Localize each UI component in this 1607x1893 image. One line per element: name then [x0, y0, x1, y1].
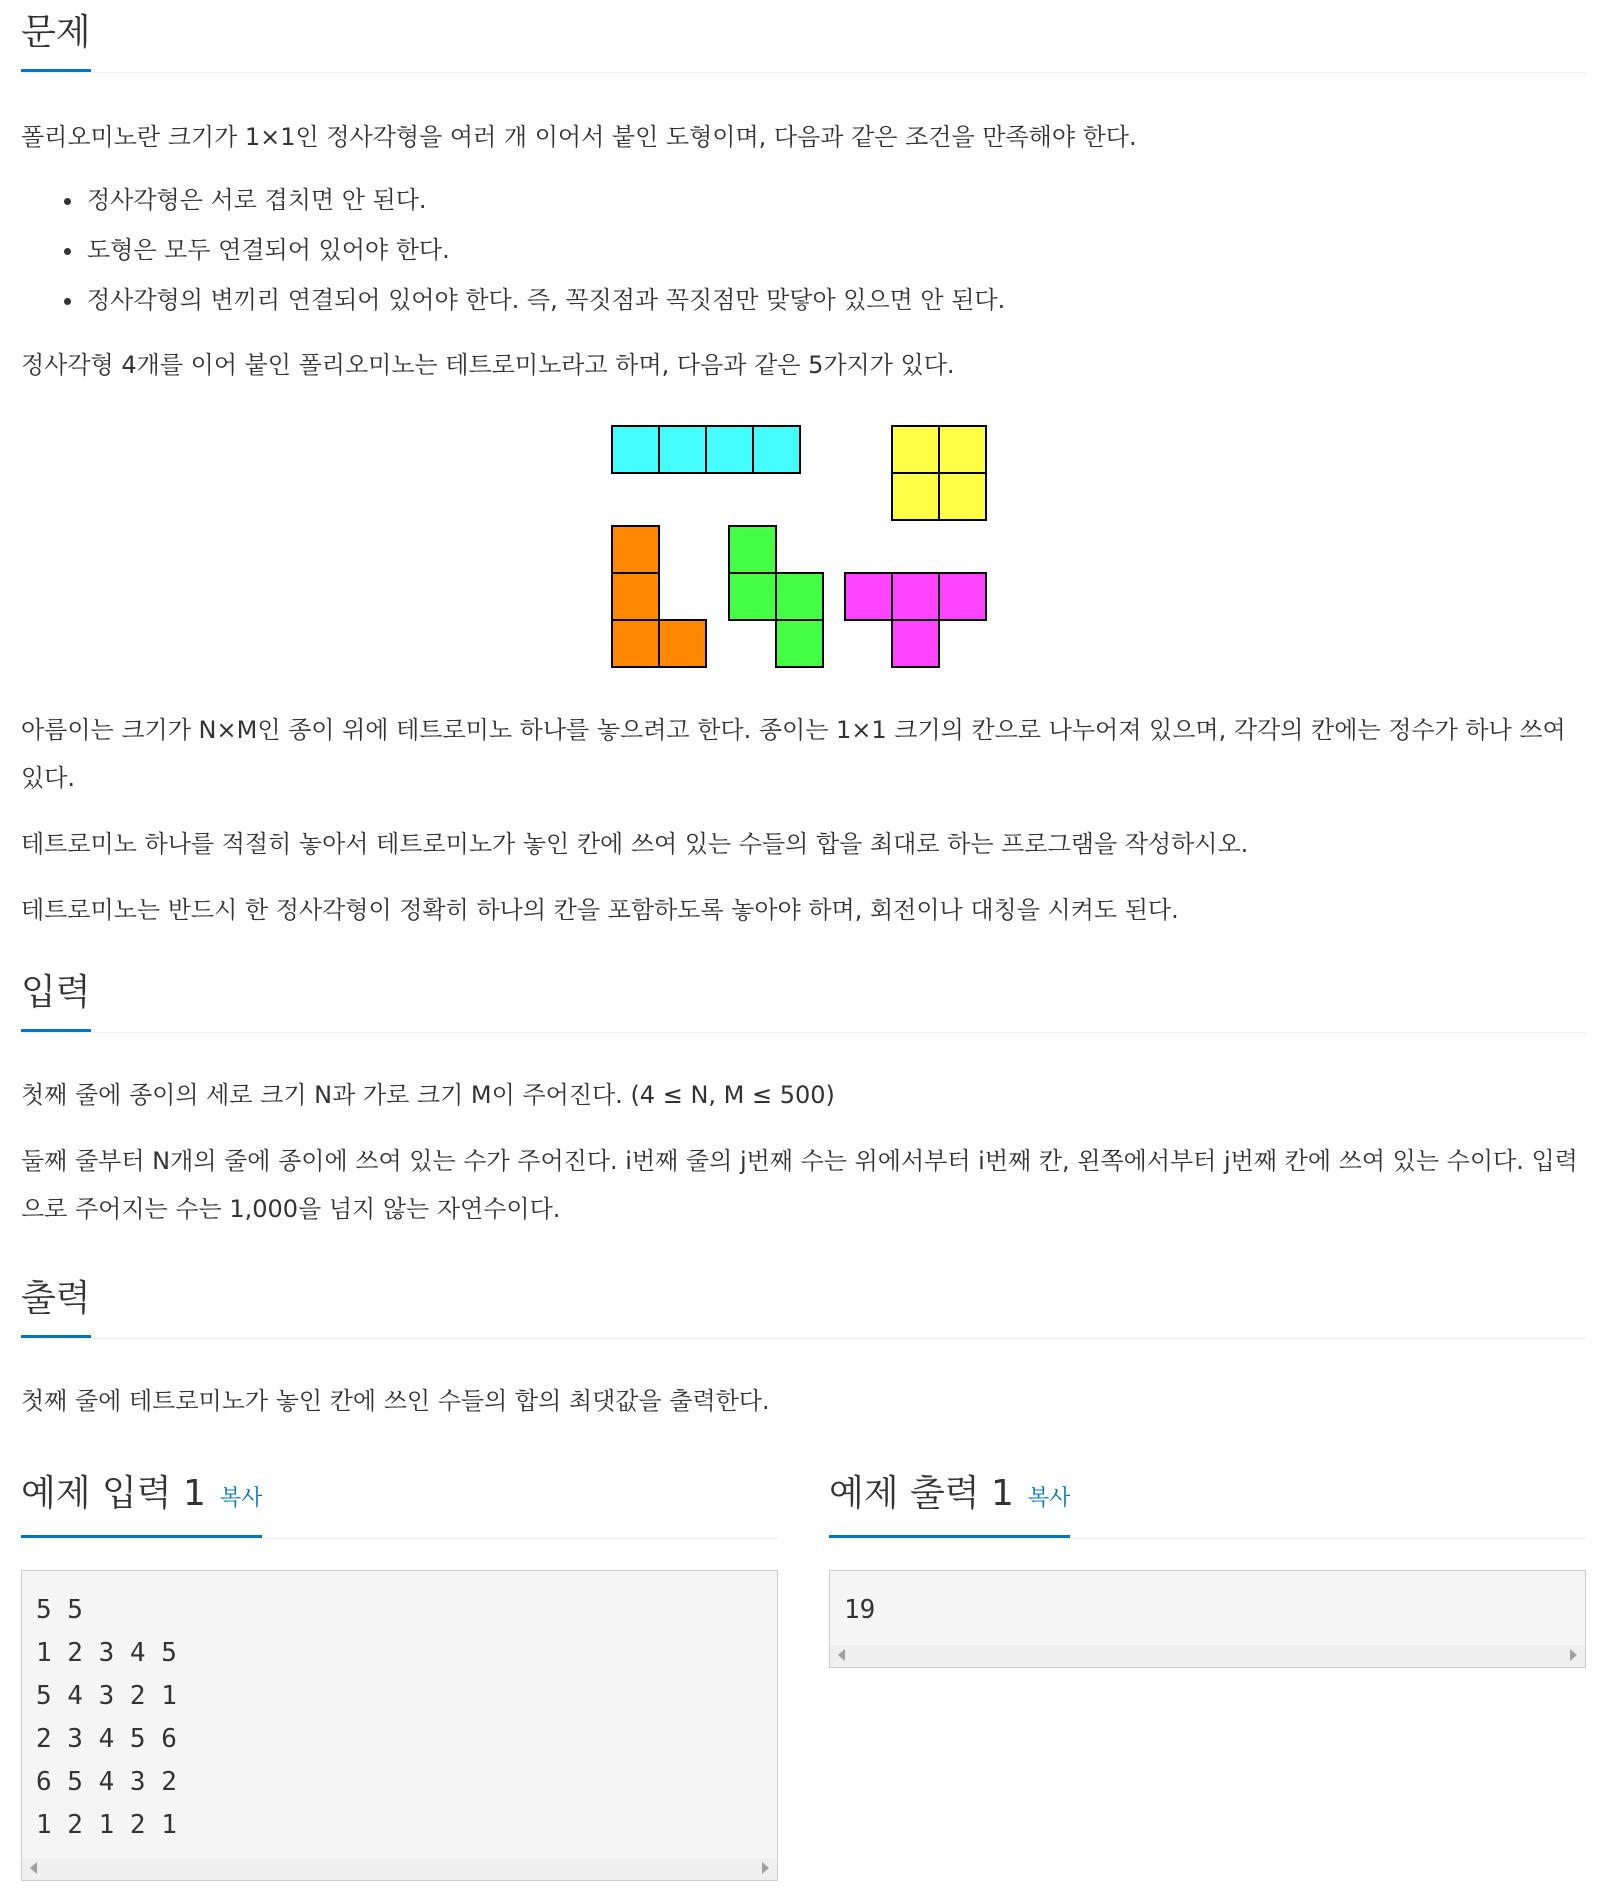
- tetromino-cell: [891, 572, 940, 621]
- sample-output-scrollbar[interactable]: [830, 1645, 1585, 1667]
- sample-output-heading-text: 예제 출력 1: [829, 1473, 1014, 1514]
- sample-output-heading: [829, 1470, 1070, 1538]
- sample-input-heading-text: 예제 입력 1: [21, 1473, 206, 1514]
- output-heading-text: 출력: [21, 1278, 91, 1319]
- sample-input-box: [21, 1570, 778, 1881]
- input-heading-text: 입력: [21, 972, 91, 1013]
- problem-heading: [21, 9, 91, 72]
- tetromino-cell: [728, 572, 777, 621]
- tetromino-cell: [705, 425, 754, 474]
- problem-description-section: [21, 0, 1586, 389]
- tetromino-cell: [938, 572, 987, 621]
- output-line-1: 첫째 줄에 테트로미노가 놓인 칸에 쓰인 수들의 합의 최댓값을 출력한다.: [21, 1387, 770, 1415]
- tetromino-cell: [658, 425, 707, 474]
- tetromino-cell: [611, 525, 660, 574]
- task-description: 테트로미노 하나를 적절히 놓아서 테트로미노가 놓인 칸에 쓰여 있는 수들의 합을 최대로 하는 프로그램을 작성하시오.: [21, 830, 1249, 858]
- tetromino-cell: [844, 572, 893, 621]
- problem-description-continued: [21, 706, 1586, 934]
- sample-output-column: [829, 1466, 1586, 1625]
- sample-output-box: [829, 1570, 1586, 1668]
- scroll-left-arrow-icon[interactable]: [838, 1649, 845, 1661]
- condition-list: [21, 175, 1586, 325]
- scroll-right-arrow-icon[interactable]: [1570, 1649, 1577, 1661]
- tetromino-cell: [611, 619, 660, 668]
- samples-row: [21, 1466, 1586, 1886]
- tetromino-cell: [752, 425, 801, 474]
- copy-sample-input-button[interactable]: 복사: [219, 1486, 263, 1511]
- placement-rule: 테트로미노는 반드시 한 정사각형이 정확히 하나의 칸을 포함하도록 놓아야 하며, 회전이나 대칭을 시켜도 된다.: [21, 896, 1179, 924]
- tetromino-intro: 정사각형 4개를 이어 붙인 폴리오미노는 테트로미노라고 하며, 다음과 같은 5가지가 있다.: [21, 351, 955, 379]
- tetromino-cell: [775, 572, 824, 621]
- tetromino-cell: [611, 572, 660, 621]
- output-section: [21, 1266, 1586, 1425]
- sample-input-heading: [21, 1470, 262, 1538]
- paper-description: 아름이는 크기가 N×M인 종이 위에 테트로미노 하나를 놓으려고 한다. 종이는 1×1 크기의 칸으로 나누어져 있으며, 각각의 칸에는 정수가 하나 쓰여 있다.: [21, 716, 1566, 792]
- sample-input-heading-bar: [21, 1466, 778, 1539]
- condition-item: • 정사각형은 서로 겹치면 안 된다.: [85, 175, 1586, 225]
- problem-heading-bar: [21, 0, 1586, 73]
- tetromino-cell: [775, 619, 824, 668]
- tetromino-cell: [938, 425, 987, 474]
- tetromino-cell: [658, 619, 707, 668]
- tetromino-cell: [891, 425, 940, 474]
- input-heading-bar: [21, 960, 1586, 1033]
- input-heading: [21, 969, 91, 1032]
- sample-input-scrollbar[interactable]: [22, 1858, 777, 1880]
- tetromino-cell: [611, 425, 660, 474]
- copy-sample-output-button[interactable]: 복사: [1027, 1486, 1071, 1511]
- tetromino-cell: [938, 472, 987, 521]
- output-heading: [21, 1275, 91, 1338]
- condition-item: • 정사각형의 변끼리 연결되어 있어야 한다. 즉, 꼭짓점과 꼭짓점만 맞닿아 있으면 안 된다.: [85, 275, 1586, 325]
- input-line-2: 둘째 줄부터 N개의 줄에 종이에 쓰여 있는 수가 주어진다. i번째 줄의 j번째 수는 위에서부터 i번째 칸, 왼쪽에서부터 j번째 칸에 쓰여 있는 수이다. 입력으로 주어지는 수는 1,000을 넘지 않는 자연수이다.: [21, 1147, 1578, 1223]
- condition-item: • 도형은 모두 연결되어 있어야 한다.: [85, 225, 1586, 275]
- input-section: [21, 960, 1586, 1233]
- input-line-1: 첫째 줄에 종이의 세로 크기 N과 가로 크기 M이 주어진다. (4 ≤ N, M ≤ 500): [21, 1081, 835, 1109]
- tetromino-cell: [891, 472, 940, 521]
- scroll-left-arrow-icon[interactable]: [30, 1862, 37, 1874]
- sample-output-heading-bar: [829, 1466, 1586, 1539]
- tetromino-cell: [728, 525, 777, 574]
- tetromino-figure: [611, 425, 1007, 670]
- sample-output-content: 19: [844, 1595, 876, 1625]
- tetromino-cell: [891, 619, 940, 668]
- problem-heading-text: 문제: [21, 12, 91, 53]
- output-heading-bar: [21, 1266, 1586, 1339]
- problem-intro: 폴리오미노란 크기가 1×1인 정사각형을 여러 개 이어서 붙인 도형이며, 다음과 같은 조건을 만족해야 한다.: [21, 123, 1137, 151]
- sample-input-content: 5 5 1 2 3 4 5 5 4 3 2 1 2 3 4 5 6 6 5 4 3 2 1 2 1 2 1: [36, 1595, 177, 1840]
- sample-input-column: [21, 1466, 778, 1840]
- scroll-right-arrow-icon[interactable]: [762, 1862, 769, 1874]
